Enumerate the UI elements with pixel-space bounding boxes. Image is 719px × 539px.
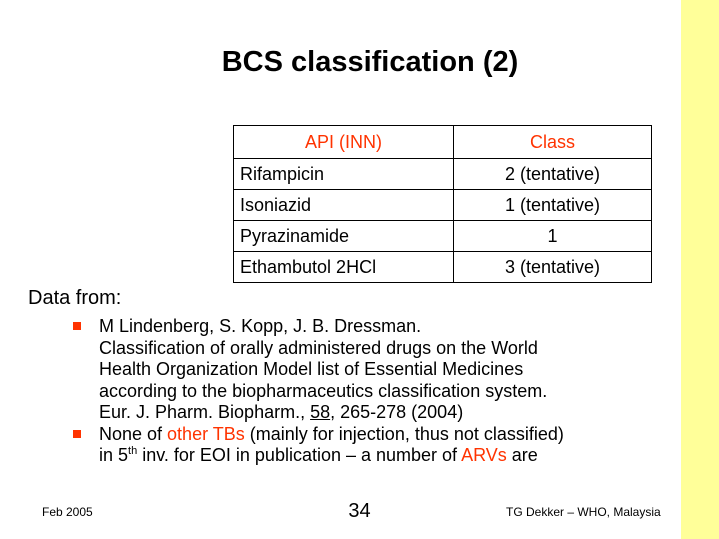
- table-row: [234, 221, 652, 252]
- side-bar-decoration: [681, 0, 719, 539]
- bullet-reference: [71, 316, 671, 424]
- journal-volume: 58: [310, 402, 331, 422]
- highlight-other-tbs: other TBs: [167, 423, 245, 444]
- note-line: [99, 445, 671, 467]
- reference-line: Classification of orally administered drugs on the World: [99, 337, 538, 358]
- footer-author: TG Dekker – WHO, Malaysia: [506, 505, 661, 519]
- reference-line: according to the biopharmaceutics classification system.: [99, 380, 548, 401]
- cell-class: 3 (tentative): [454, 252, 652, 283]
- table-row: [234, 190, 652, 221]
- note-text: None of: [99, 423, 168, 444]
- square-bullet-icon: [73, 322, 81, 330]
- bcs-table: [233, 125, 652, 283]
- header-class: Class: [454, 126, 652, 159]
- cell-class: 1: [454, 221, 652, 252]
- table-header-row: [234, 126, 652, 159]
- cell-api: Isoniazid: [234, 190, 454, 221]
- square-bullet-icon: [73, 430, 81, 438]
- highlight-arvs: ARVs: [461, 445, 507, 465]
- note-text: inv. for EOI in publication – a number of: [137, 445, 462, 465]
- bullet-list: [71, 316, 671, 467]
- reference-line: M Lindenberg, S. Kopp, J. B. Dressman.: [99, 316, 422, 336]
- note-text: in 5: [99, 445, 129, 465]
- page-number: 34: [348, 500, 371, 522]
- cell-class: 2 (tentative): [454, 159, 652, 190]
- cell-api: Pyrazinamide: [234, 221, 454, 252]
- cell-api: Ethambutol 2HCl: [234, 252, 454, 283]
- bullet-other-tbs: [71, 424, 671, 467]
- table-row: [234, 159, 652, 190]
- reference-line: [99, 402, 671, 424]
- footer-date: Feb 2005: [42, 505, 93, 519]
- journal-pages: , 265-278 (2004): [330, 402, 464, 422]
- table-row: [234, 252, 652, 283]
- cell-api: Rifampicin: [234, 159, 454, 190]
- note-line: [99, 424, 671, 446]
- note-text: (mainly for injection, thus not classified): [244, 423, 564, 444]
- journal-text: Eur. J. Pharm. Biopharm.,: [99, 402, 311, 422]
- slide-title: BCS classification (2): [221, 46, 519, 78]
- reference-line: Health Organization Model list of Essential Medicines: [99, 359, 524, 379]
- data-from-label: Data from:: [28, 287, 122, 309]
- note-text: are: [506, 445, 538, 465]
- cell-class: 1 (tentative): [454, 190, 652, 221]
- header-api: API (INN): [234, 126, 454, 159]
- superscript: th: [128, 445, 138, 457]
